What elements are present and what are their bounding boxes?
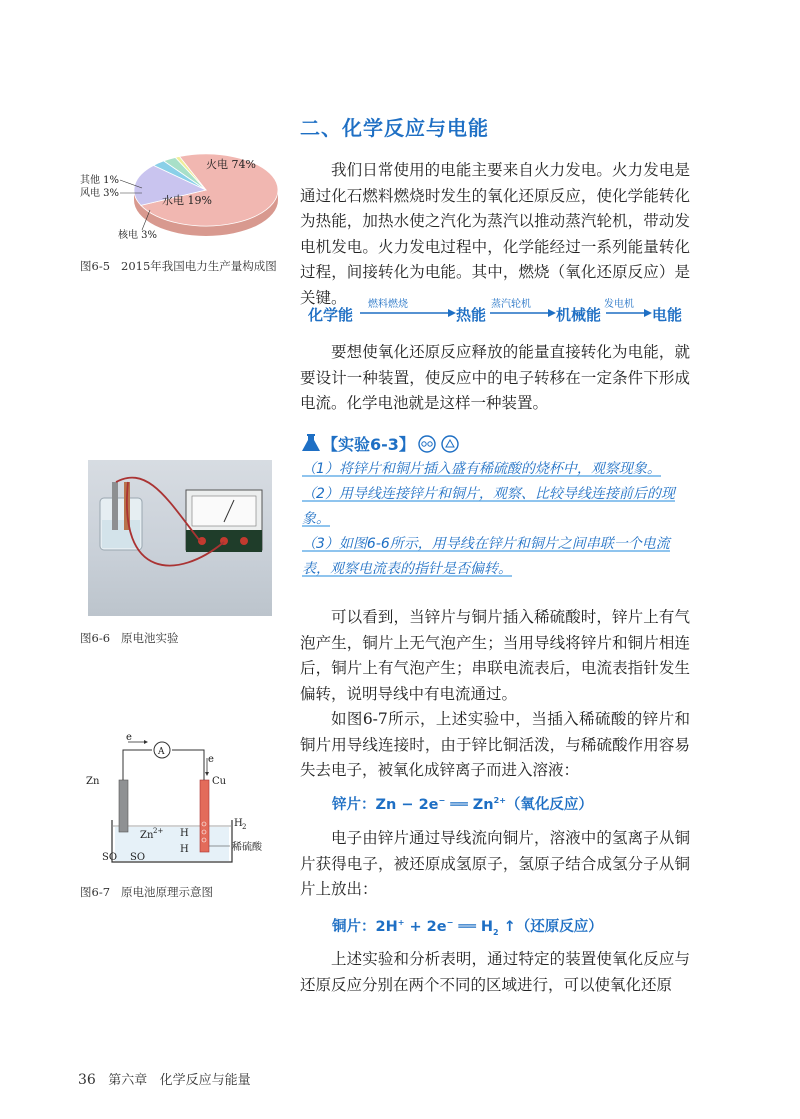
sulfate-label: SO: [102, 852, 118, 863]
fig65-num: 图6-5: [80, 259, 111, 273]
flow-mech: 机械能: [556, 306, 602, 324]
flow-label-gen: 发电机: [604, 299, 634, 310]
hydrogen-ion-label-2: H: [180, 844, 189, 855]
experiment-step-2: （2）用导线连接锌片和铜片，观察、比较导线连接前后的现象。: [302, 486, 675, 527]
experiment-step-3: （3）如图6-6所示，用导线在锌片和铜片之间串联一个电流表，观察电流表的指针是否偏转。: [302, 536, 670, 577]
flow-arrows: [308, 297, 688, 329]
zinc-equation: 锌片：Zn − 2e− ══ $Zn^{2+}$（氧化反应）: [332, 796, 593, 813]
hydrogen-gas-label: H: [234, 818, 243, 829]
galvanic-cell-diagram: [82, 732, 282, 872]
flow-chem: 化学能: [308, 306, 354, 324]
flow-elec: 电能: [652, 306, 683, 324]
fig67-caption: [80, 884, 213, 900]
flow-heat: 热能: [456, 306, 487, 324]
fig66-caption: [80, 630, 179, 646]
sulfate-label-2: SO: [130, 852, 146, 863]
label-fire: 火电 74%: [206, 158, 256, 171]
experiment-badges: [418, 434, 462, 454]
ammeter-label: A: [158, 747, 165, 757]
energy-flow: [308, 297, 688, 329]
paragraph-6: 上述实验和分析表明，通过特定的装置使氧化反应与还原反应分别在两个不同的区域进行，可以使氧化还原: [300, 950, 690, 994]
experiment-step-1: （1）将锌片和铜片插入盛有稀硫酸的烧杯中，观察现象。: [302, 461, 661, 477]
chapter-title: 化学反应与能量: [159, 1073, 251, 1088]
hydrogen-gas-sub: 2: [242, 823, 247, 831]
flow-label-burn: 燃料燃烧: [368, 299, 408, 310]
paragraph-1: 我们日常使用的电能主要来自火力发电。火力发电是通过化石燃料燃烧时发生的氧化还原反应，使化学能转化为热能，加热水使之汽化为蒸汽以推动蒸汽轮机，带动发电机发电。火力发电过程中，化学能经过一系列能量转化过程，间接转化为电能。其中，燃烧（氧化还原反应）是关键。: [300, 161, 690, 307]
electron-label-2: e: [208, 754, 214, 765]
fig66-num: 图6-6: [80, 631, 111, 645]
zinc-label: Zn: [86, 776, 100, 787]
fig65-text: 2015年我国电力生产量构成图: [121, 259, 277, 273]
page-footer: [78, 1069, 251, 1088]
copper-label: Cu: [212, 776, 227, 787]
paragraph-2: 要想使氧化还原反应释放的能量直接转化为电能，就要设计一种装置，使反应中的电子转移在一定条件下形成电流。化学电池就是这样一种装置。: [300, 343, 690, 412]
hydrogen-ion-label: H: [180, 828, 189, 839]
flow-label-turbine: 蒸汽轮机: [491, 299, 531, 310]
experiment-title: 【实验6-3】: [322, 435, 415, 454]
apparatus-illustration: [88, 460, 272, 616]
section-heading: 二、化学反应与电能: [300, 116, 489, 140]
copper-equation: 铜片：2H+ + 2e− ══ $H_2$ ↑（还原反应）: [332, 918, 603, 937]
fig67-num: 图6-7: [80, 885, 111, 899]
label-water: 水电 19%: [162, 194, 212, 207]
paragraph-5: 电子由锌片通过导线流向铜片，溶液中的氢离子从铜片获得电子，被还原成氢原子，氢原子结合成氢分子从铜片上放出：: [300, 829, 690, 898]
page-number: 36: [78, 1072, 96, 1088]
experiment-flask-icon: [300, 433, 322, 453]
chapter-label: 第六章: [108, 1073, 148, 1088]
zinc-ion-charge: 2+: [153, 827, 164, 835]
paragraph-4: 如图6-7所示，上述实验中，当插入稀硫酸的锌片和铜片用导线连接时，由于锌比铜活泼，与稀硫酸作用容易失去电子，被氧化成锌离子而进入溶液：: [300, 710, 690, 779]
hazard-icon: [442, 436, 458, 452]
fig65-caption: [80, 258, 277, 274]
fig67-text: 原电池原理示意图: [121, 885, 213, 899]
fig66-text: 原电池实验: [121, 631, 179, 645]
zinc-ion-label: Zn: [140, 830, 154, 841]
label-wind: 风电 3%: [80, 188, 120, 199]
acid-label: 稀硫酸: [232, 842, 262, 853]
label-other: 其他 1%: [80, 175, 120, 186]
electron-label-1: e: [126, 732, 132, 743]
label-nuclear: 核电 3%: [118, 230, 158, 241]
paragraph-3: 可以看到，当锌片与铜片插入稀硫酸时，锌片上有气泡产生，铜片上无气泡产生；当用导线将锌片和铜片相连后，铜片上有气泡产生；串联电流表后，电流表指针发生偏转，说明导线中有电流通过。: [300, 608, 690, 703]
pie-chart: [80, 138, 290, 250]
galvanic-cell-photo: [88, 460, 272, 616]
